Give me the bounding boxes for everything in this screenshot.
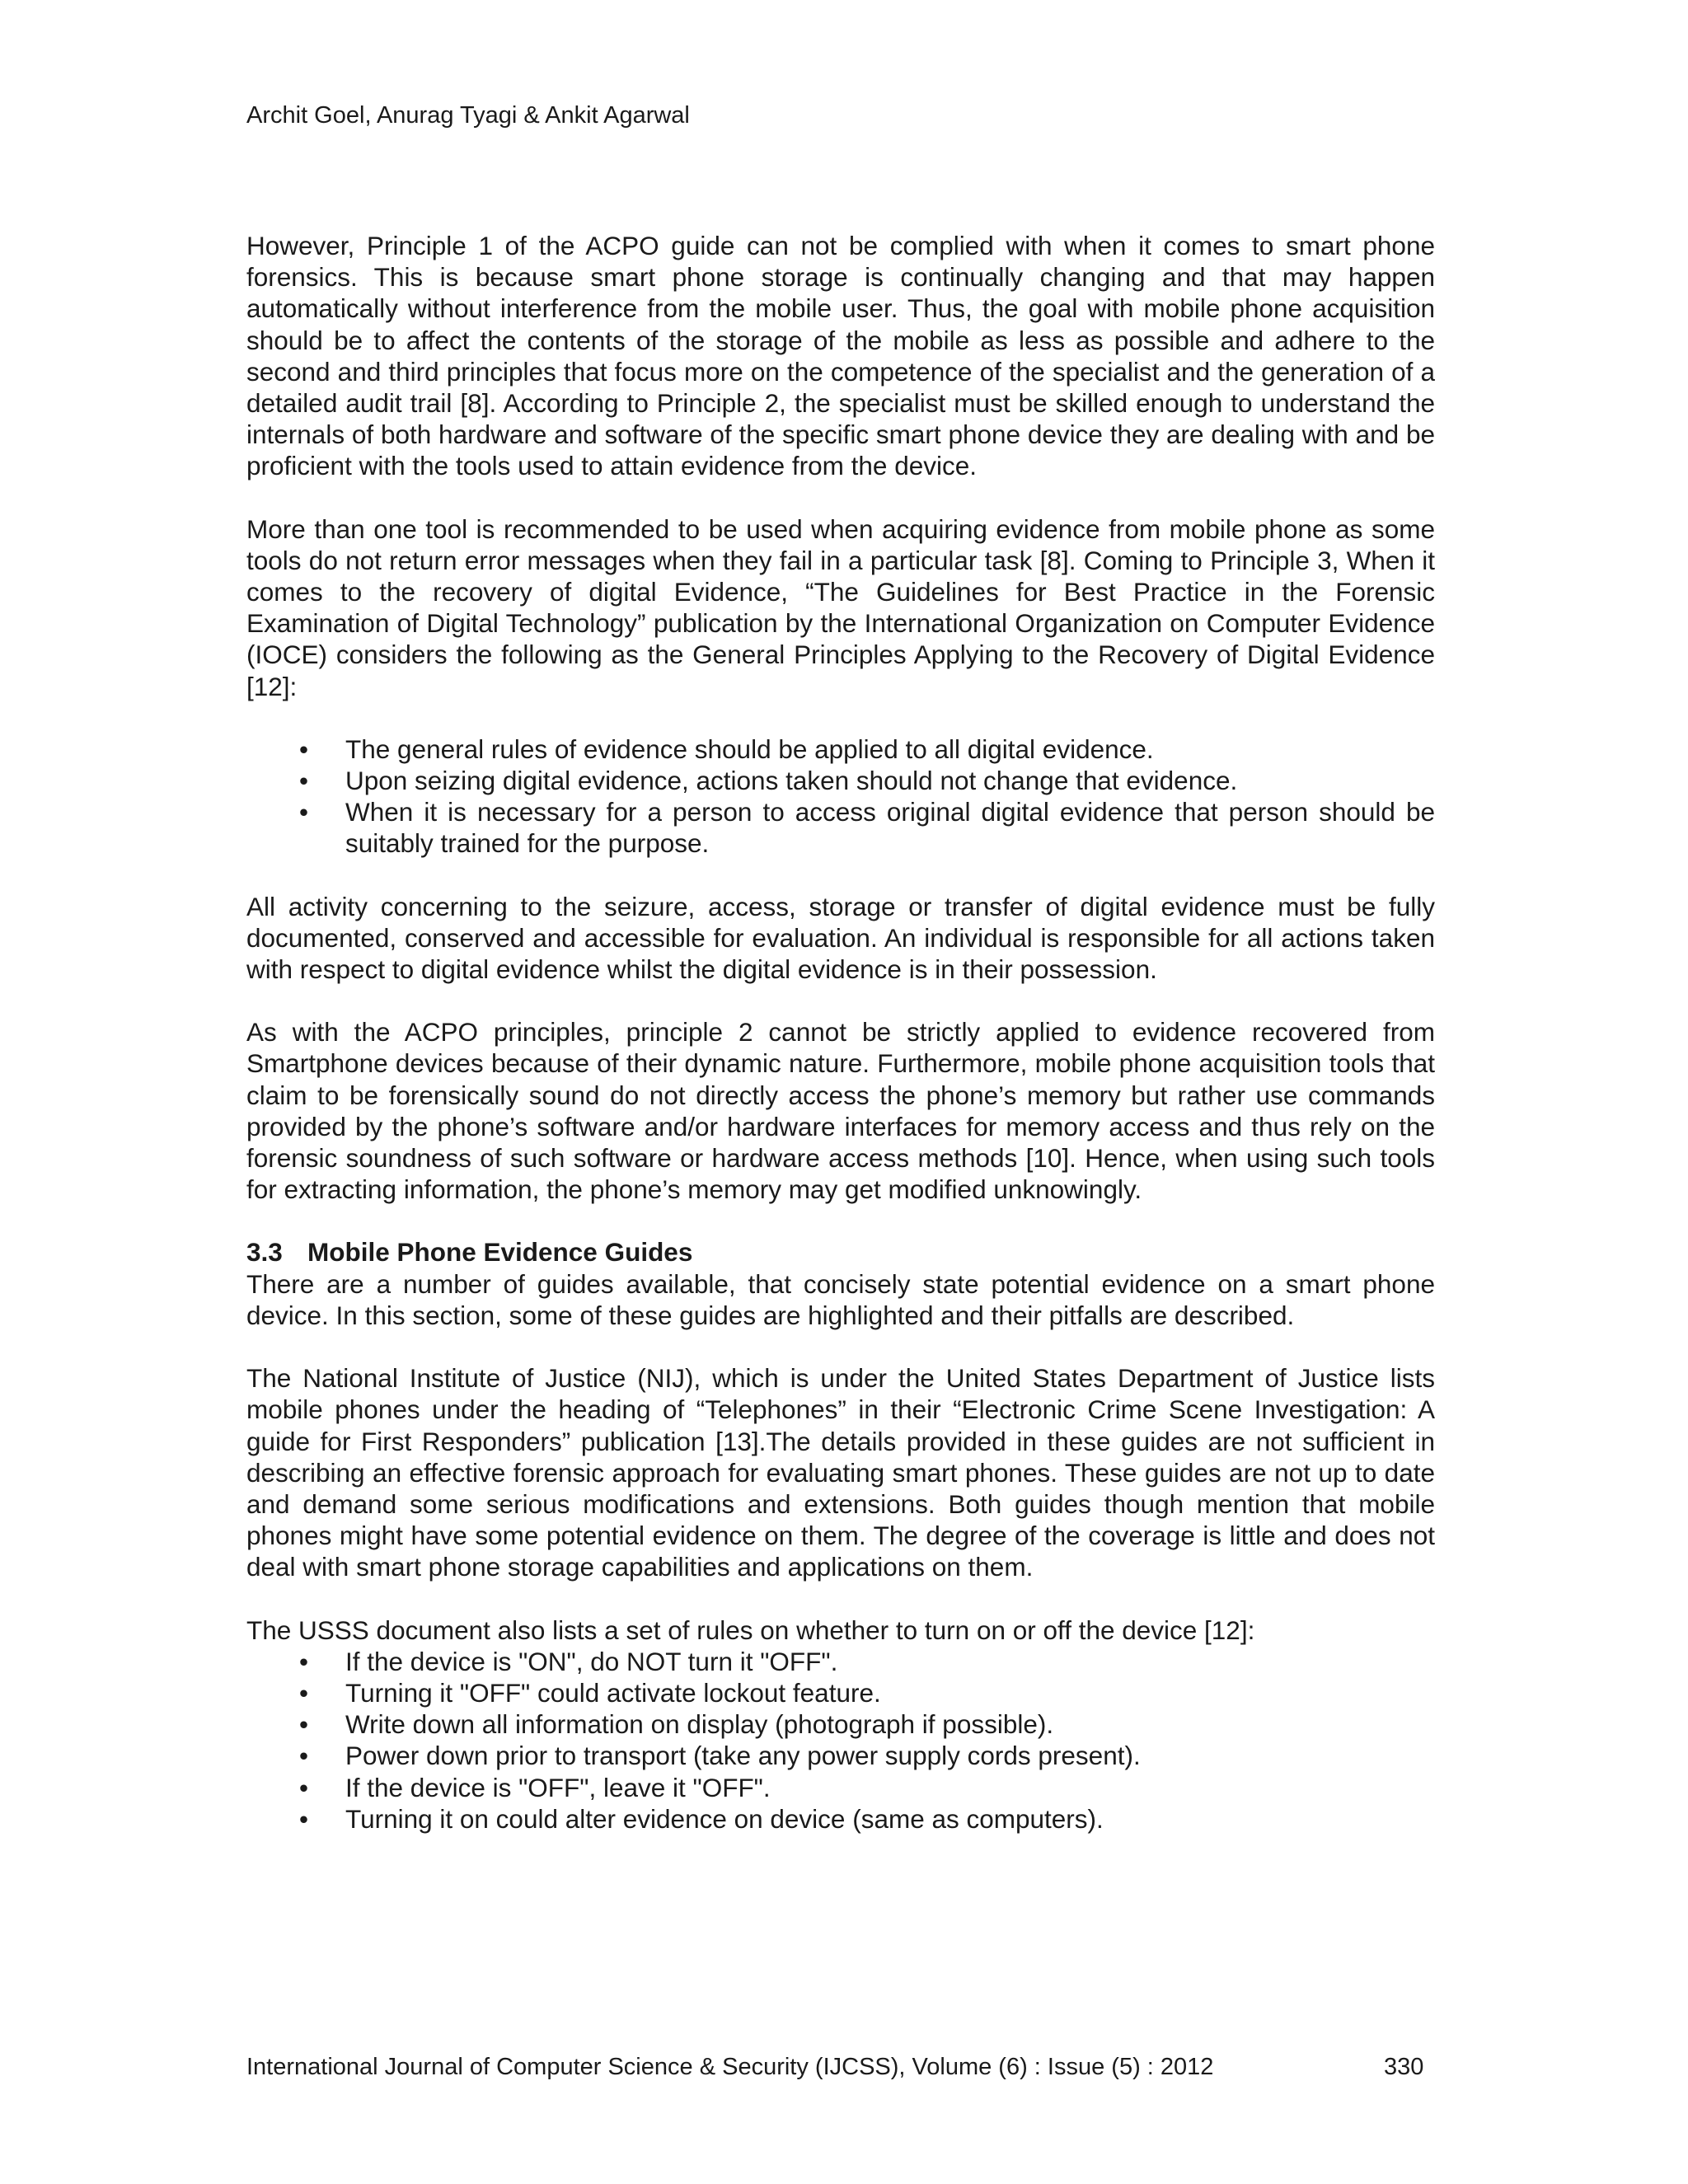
body-text [246,230,1435,1866]
list-item: • Power down prior to transport (take any power supply cords present). [246,1740,1435,1771]
running-header-authors: Archit Goel, Anurag Tyagi & Ankit Agarwal [246,102,690,129]
paragraph-nij-guide: The National Institute of Justice (NIJ), which is under the United States Department of Justice lists mobile phones under the heading of “Telephones” in their “Electronic Crime Scene Investigation: A guide for First Responders” publication [13].The details provided in these guides are not sufficient in describing an effective forensic approach for evaluating smart phones. These guides are not up to date and demand some serious modifications and extensions. Both guides though mention that mobile phones might have some potential evidence on them. The degree of the coverage is little and does not deal with smart phone storage capabilities and applications on them. [246,1363,1435,1582]
paragraph-ioce-guidelines: More than one tool is recommended to be used when acquiring evidence from mobile phone as some tools do not return error messages when they fail in a particular task [8]. Coming to Principle 3, When it comes to the recovery of digital Evidence, “The Guidelines for Best Practice in the Forensic Examination of Digital Technology” publication by the International Organization on Computer Evidence (IOCE) considers the following as the General Principles Applying to the Recovery of Digital Evidence [12]: [246,513,1435,701]
paragraph-smartphone-acquisition: As with the ACPO principles, principle 2 cannot be strictly applied to evidence recovered from Smartphone devices because of their dynamic nature. Furthermore, mobile phone acquisition tools that claim to be forensically sound do not directly access the phone’s memory but rather use commands provided by the phone’s software and/or hardware interfaces for memory access and thus rely on the forensic soundness of such software or hardware access methods [10]. Hence, when using such tools for extracting information, the phone’s memory may get modified unknowingly. [246,1017,1435,1205]
list-item: • If the device is "ON", do NOT turn it "OFF". [246,1646,1435,1677]
usss-rules-list [246,1646,1435,1835]
list-item: • Write down all information on display (photograph if possible). [246,1708,1435,1740]
list-item: • Turning it on could alter evidence on device (same as computers). [246,1803,1435,1835]
section-heading [246,1236,1435,1268]
running-footer [246,2050,1435,2083]
paragraph-guides-intro: There are a number of guides available, that concisely state potential evidence on a smart phone device. In this section, some of these guides are highlighted and their pitfalls are described. [246,1268,1435,1330]
paragraph-usss-rules: The USSS document also lists a set of rules on whether to turn on or off the device [12]: [246,1615,1255,1645]
section-number: 3.3 [246,1237,283,1268]
section-title: Mobile Phone Evidence Guides [307,1237,693,1268]
list-item: • When it is necessary for a person to access original digital evidence that person should be suitably trained for the purpose. [246,796,1435,859]
footer-journal-citation: International Journal of Computer Science & Security (IJCSS), Volume (6) : Issue (5) : 2012 [246,2054,1214,2080]
list-item: • Upon seizing digital evidence, actions taken should not change that evidence. [246,765,1435,796]
page-number: 330 [1384,2054,1424,2080]
ioce-principles-list [246,733,1435,860]
paragraph-acpo-principle-1: However, Principle 1 of the ACPO guide can not be complied with when it comes to smart phone forensics. This is because smart phone storage is continually changing and that may happen automatically without interference from the mobile user. Thus, the goal with mobile phone acquisition should be to affect the contents of the storage of the mobile as less as possible and adhere to the second and third principles that focus more on the competence of the specialist and the generation of a detailed audit trail [8]. According to Principle 2, the specialist must be skilled enough to understand the internals of both hardware and software of the specific smart phone device they are dealing with and be proficient with the tools used to attain evidence from the device. [246,231,1435,481]
list-item: • The general rules of evidence should be applied to all digital evidence. [246,733,1435,765]
list-item: • If the device is "OFF", leave it "OFF". [246,1772,1435,1803]
list-item: • Turning it "OFF" could activate lockout feature. [246,1677,1435,1708]
paragraph-activity-documentation: All activity concerning to the seizure, access, storage or transfer of digital evidence must be fully documented, conserved and accessible for evaluation. An individual is responsible for all actions taken with respect to digital evidence whilst the digital evidence is in their possession. [246,891,1435,985]
